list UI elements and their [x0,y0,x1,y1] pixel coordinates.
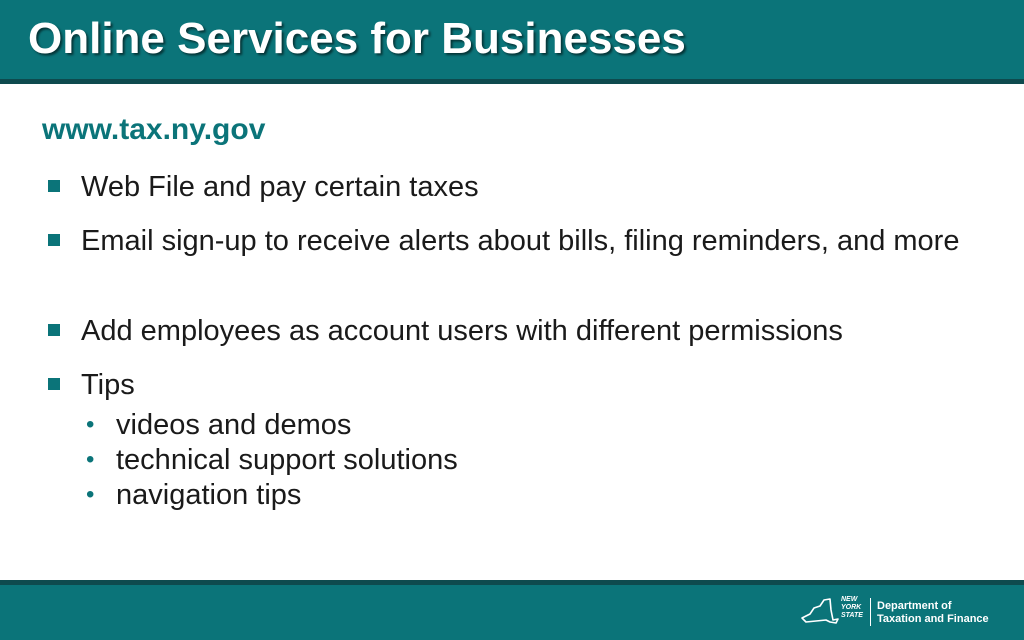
bullet-text: Add employees as account users with different permissions [81,315,843,347]
bullet-item [48,312,978,350]
sub-bullet-item [86,478,301,512]
sub-bullet-text: technical support solutions [116,444,458,476]
bullet-item [48,222,978,260]
sub-bullet-item [86,408,351,442]
sub-bullet-text: videos and demos [116,409,352,441]
department-line-1: Department of [877,600,952,612]
dot-bullet-icon: • [86,411,95,438]
square-bullet-icon [48,180,60,192]
bullet-text: Tips [81,369,135,401]
dot-bullet-icon: • [86,446,95,473]
slide-header-bar [0,0,1024,84]
bullet-text: Email sign-up to receive alerts about bills, filing reminders, and more [81,225,960,257]
nys-wordmark [841,596,863,620]
dot-bullet-icon: • [86,481,95,508]
nys-tax-logo [800,594,1010,632]
department-line-2: Taxation and Finance [877,613,989,625]
logo-divider [870,598,871,626]
website-url: www.tax.ny.gov [42,113,266,146]
nys-line-state: STATE [841,612,863,619]
bullet-item [48,366,978,404]
square-bullet-icon [48,234,60,246]
department-name [877,600,989,626]
sub-bullet-text: navigation tips [116,479,302,511]
new-york-state-map-icon [800,598,840,626]
bullet-text: Web File and pay certain taxes [81,171,479,203]
square-bullet-icon [48,324,60,336]
nys-line-york: YORK [841,604,862,611]
bullet-item [48,168,978,206]
sub-bullet-item [86,443,458,477]
nys-line-new: NEW [841,596,858,603]
slide-title: Online Services for Businesses [28,14,686,63]
square-bullet-icon [48,378,60,390]
